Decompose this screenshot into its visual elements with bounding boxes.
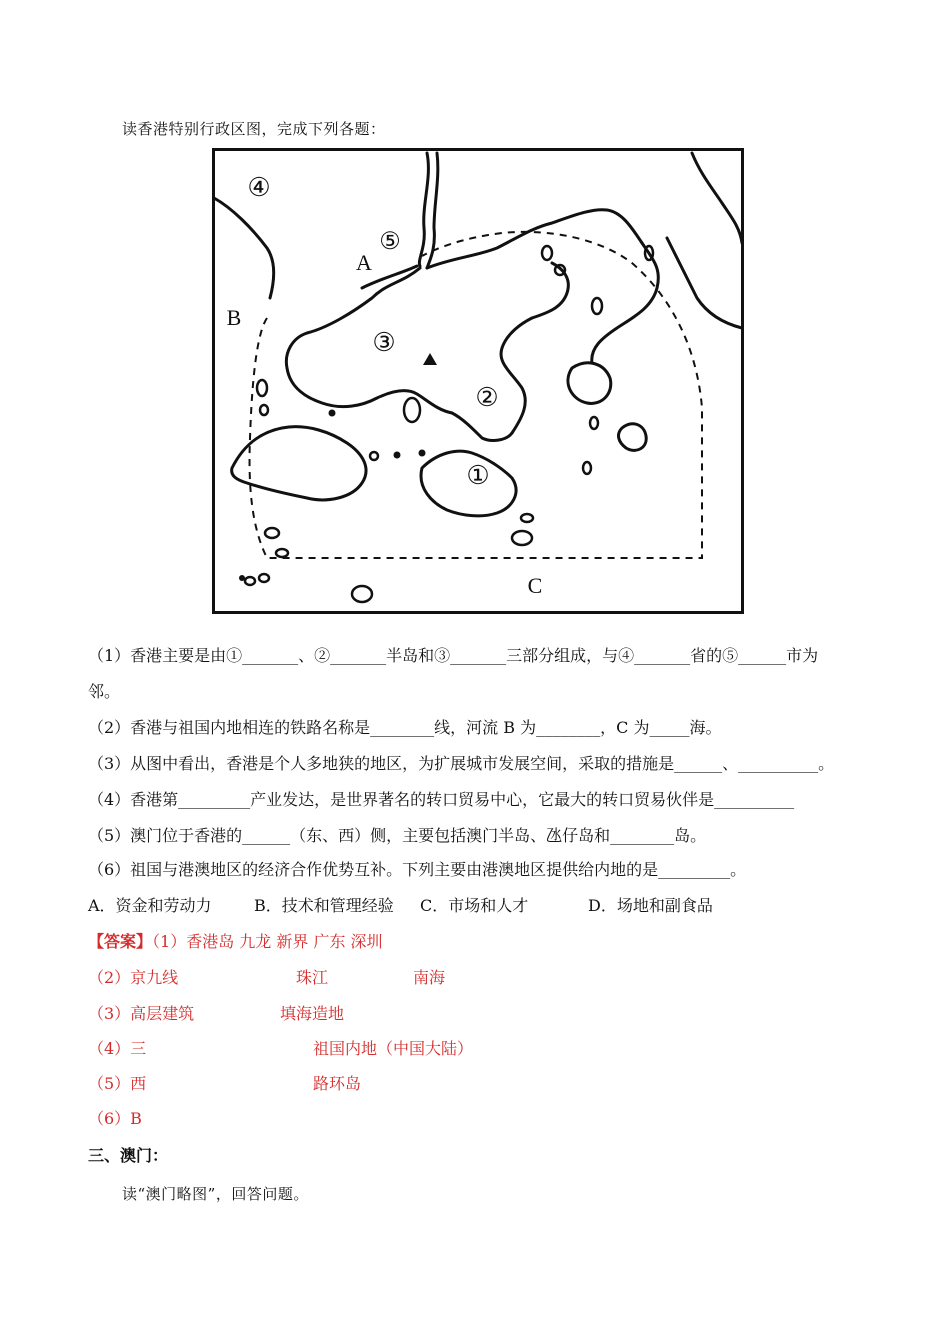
- question-4: （4）香港第_________产业发达，是世界著名的转口贸易中心，它最大的转口贸易伙伴是__________: [88, 790, 795, 809]
- map-label-2: ②: [475, 383, 499, 412]
- question-1-line-2: 邻。: [88, 682, 121, 701]
- answer-5-b: 路环岛: [313, 1074, 362, 1093]
- answer-3-b: 填海造地: [280, 1004, 345, 1023]
- option-d: D．场地和副食品: [588, 896, 713, 915]
- option-a: A．资金和劳动力: [88, 896, 212, 915]
- question-3: （3）从图中看出，香港是个人多地狭的地区，为扩展城市发展空间，采取的措施是______、__________。: [88, 754, 835, 773]
- question-2: （2）香港与祖国内地相连的铁路名称是________线，河流 B 为________，C 为_____海。: [88, 718, 722, 737]
- option-b: B．技术和管理经验: [254, 896, 394, 915]
- answer-1-text: （1）香港岛 九龙 新界 广东 深圳: [152, 932, 383, 951]
- answer-label: 【答案】: [88, 932, 153, 951]
- answer-2-a: （2）京九线: [88, 968, 179, 987]
- option-c: C．市场和人才: [420, 896, 529, 915]
- question-6: （6）祖国与港澳地区的经济合作优势互补。下列主要由港澳地区提供给内地的是_________。: [88, 860, 747, 879]
- answer-2-b: 珠江: [296, 968, 329, 987]
- map-label-3: ③: [372, 328, 396, 357]
- question-5: （5）澳门位于香港的______（东、西）侧，主要包括澳门半岛、氹仔岛和________岛。: [88, 826, 707, 845]
- map-label-B: B: [226, 305, 242, 330]
- intro-text: 读香港特别行政区图，完成下列各题：: [122, 120, 386, 138]
- section-3-intro: 读“澳门略图”，回答问题。: [122, 1185, 309, 1203]
- map-label-C: C: [527, 573, 543, 598]
- map-label-A: A: [356, 250, 372, 275]
- map-label-4: ④: [247, 173, 271, 202]
- map-label-5: ⑤: [379, 229, 401, 255]
- answer-2-c: 南海: [413, 968, 446, 987]
- question-1-line-1: （1）香港主要是由①_______、②_______半岛和③_______三部分组成，与④_______省的⑤______市为: [88, 646, 819, 665]
- answer-1: [88, 931, 383, 953]
- answer-6: （6）B: [88, 1109, 142, 1128]
- answer-5-a: （5）西: [88, 1074, 147, 1093]
- answer-4-a: （4）三: [88, 1039, 147, 1058]
- map-label-1: ①: [466, 461, 490, 490]
- answer-3-a: （3）高层建筑: [88, 1004, 195, 1023]
- hong-kong-map: [212, 148, 744, 614]
- answer-4-b: 祖国内地（中国大陆）: [313, 1039, 474, 1058]
- section-3-heading: 三、澳门：: [88, 1146, 169, 1165]
